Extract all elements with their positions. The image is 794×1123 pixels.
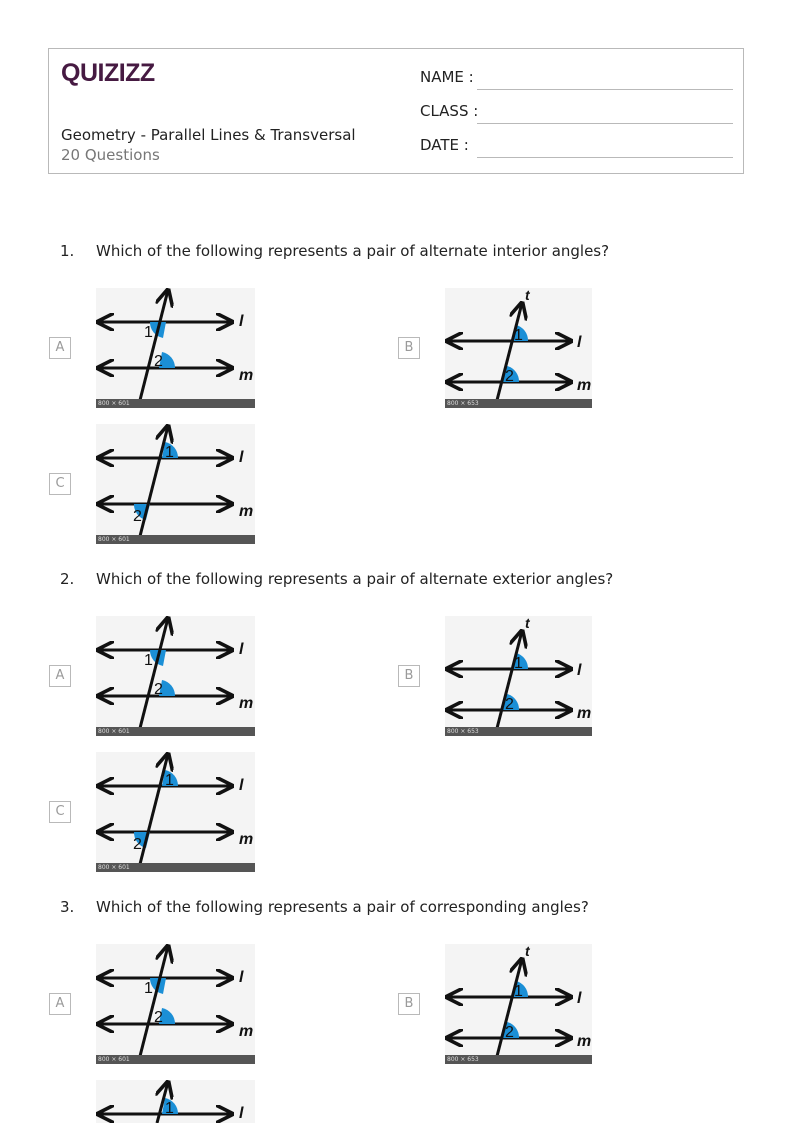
image-resolution: 800 × 601 [98, 536, 130, 543]
figure-option [96, 288, 255, 408]
question-text: Which of the following represents a pair of alternate exterior angles? [96, 570, 614, 588]
figure-option [96, 616, 255, 736]
svg-text:m: m [577, 705, 592, 722]
question-count: 20 Questions [61, 146, 160, 164]
svg-text:2: 2 [505, 696, 514, 713]
date-line [477, 157, 733, 158]
svg-text:2: 2 [133, 508, 142, 525]
option-b[interactable]: B [398, 993, 420, 1015]
angle-2-label: 2 [154, 353, 163, 370]
question-number: 3. [60, 898, 75, 916]
svg-text:l: l [577, 334, 582, 351]
svg-text:m: m [577, 377, 592, 394]
svg-text:m: m [577, 1033, 592, 1050]
svg-text:1: 1 [514, 655, 523, 672]
option-b[interactable]: B [398, 337, 420, 359]
question-number: 2. [60, 570, 75, 588]
svg-text:1: 1 [514, 983, 523, 1000]
option-b[interactable]: B [398, 665, 420, 687]
image-resolution: 800 × 601 [98, 864, 130, 871]
angle-1-label: 1 [144, 324, 153, 341]
svg-text:l: l [239, 641, 244, 658]
figure-option [445, 616, 592, 736]
svg-text:m: m [239, 503, 254, 520]
quizizz-logo: QUIZIZZ [61, 59, 155, 87]
svg-text:m: m [239, 695, 254, 712]
svg-text:2: 2 [505, 368, 514, 385]
figure-option [96, 424, 255, 544]
svg-text:2: 2 [154, 681, 163, 698]
figure-option [445, 288, 592, 408]
question-text: Which of the following represents a pair of alternate interior angles? [96, 242, 610, 260]
svg-text:l: l [577, 990, 582, 1007]
svg-text:t: t [525, 288, 530, 303]
worksheet-header [48, 48, 744, 174]
svg-text:1: 1 [165, 1100, 174, 1117]
svg-text:1: 1 [514, 327, 523, 344]
option-a[interactable]: A [49, 665, 71, 687]
figure-option [445, 944, 592, 1064]
option-a[interactable]: A [49, 993, 71, 1015]
svg-text:1: 1 [165, 444, 174, 461]
option-c[interactable]: C [49, 473, 71, 495]
figure-option [96, 1080, 255, 1123]
date-label: DATE : [420, 136, 469, 154]
svg-text:m: m [239, 831, 254, 848]
svg-text:2: 2 [505, 1024, 514, 1041]
figure-option [96, 752, 255, 872]
class-label: CLASS : [420, 102, 479, 120]
svg-text:2: 2 [133, 836, 142, 853]
image-resolution: 800 × 653 [447, 728, 479, 735]
worksheet-title: Geometry - Parallel Lines & Transversal [61, 126, 356, 144]
svg-text:l: l [239, 777, 244, 794]
image-resolution: 800 × 653 [447, 1056, 479, 1063]
image-resolution: 800 × 601 [98, 1056, 130, 1063]
svg-text:1: 1 [144, 980, 153, 997]
line-m-label: m [239, 367, 254, 384]
svg-text:l: l [239, 449, 244, 466]
svg-text:l: l [577, 662, 582, 679]
image-resolution: 800 × 601 [98, 728, 130, 735]
svg-text:1: 1 [165, 772, 174, 789]
image-resolution: 800 × 653 [447, 400, 479, 407]
svg-text:1: 1 [144, 652, 153, 669]
name-label: NAME : [420, 68, 474, 86]
svg-text:t: t [525, 616, 530, 631]
question-text: Which of the following represents a pair of corresponding angles? [96, 898, 589, 916]
class-line [477, 123, 733, 124]
question-number: 1. [60, 242, 75, 260]
svg-text:l: l [239, 1105, 244, 1122]
line-l-label: l [239, 313, 244, 330]
svg-text:t: t [525, 944, 530, 959]
svg-text:l: l [239, 969, 244, 986]
svg-text:2: 2 [154, 1009, 163, 1026]
figure-option [96, 944, 255, 1064]
svg-text:m: m [239, 1023, 254, 1040]
image-resolution: 800 × 601 [98, 400, 130, 407]
name-line [477, 89, 733, 90]
option-c[interactable]: C [49, 801, 71, 823]
option-a[interactable]: A [49, 337, 71, 359]
